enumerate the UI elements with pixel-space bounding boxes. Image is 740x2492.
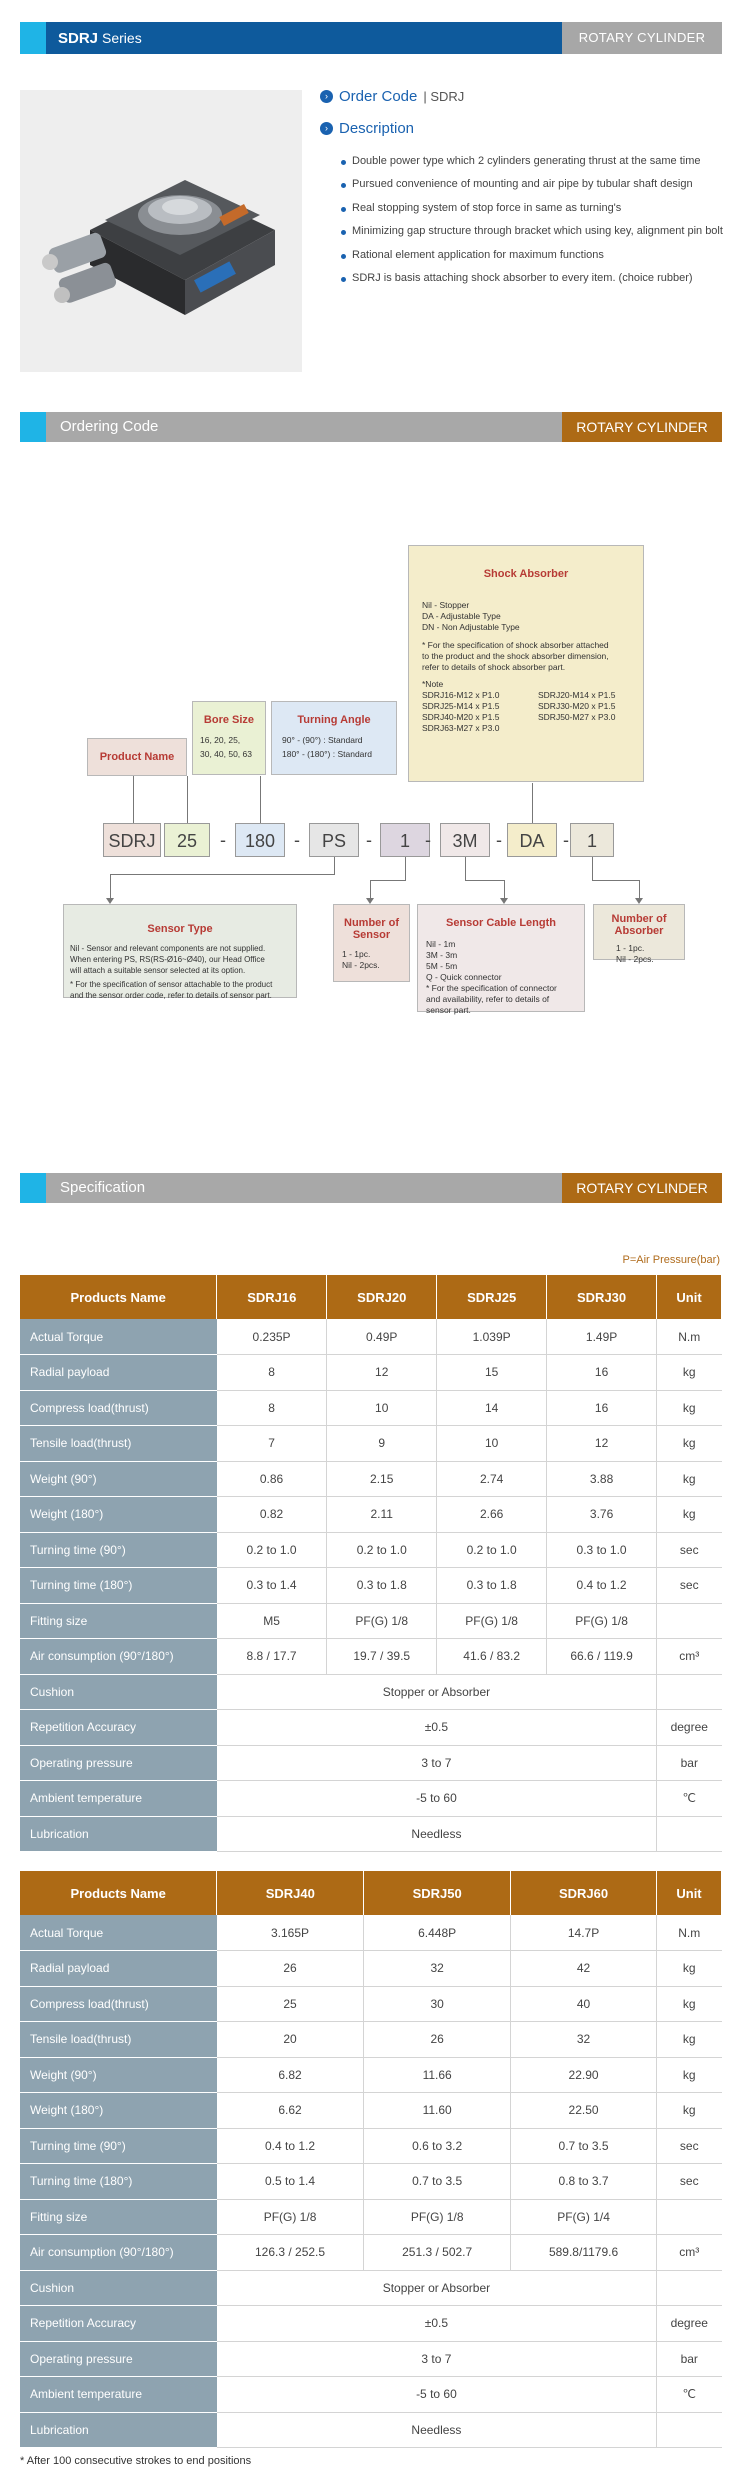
table-cell: 0.7 to 3.5 xyxy=(364,2164,511,2200)
row-header: Actual Torque xyxy=(20,1915,217,1951)
title-accent xyxy=(20,22,46,54)
table-cell: 8 xyxy=(217,1390,327,1426)
order-code-value: | SDRJ xyxy=(423,89,465,104)
table-row xyxy=(20,2235,722,2271)
table-cell: 32 xyxy=(511,2022,657,2058)
footnote: * After 100 consecutive strokes to end positions xyxy=(20,2455,252,2467)
table-cell: PF(G) 1/4 xyxy=(511,2199,657,2235)
row-header: Weight (180°) xyxy=(20,2093,217,2129)
table-cell: 0.3 to 1.8 xyxy=(437,1568,547,1604)
table-cell: PF(G) 1/8 xyxy=(547,1603,657,1639)
category-label: ROTARY CYLINDER xyxy=(562,1173,722,1203)
table-row xyxy=(20,1951,722,1987)
table-cell: 0.49P xyxy=(327,1319,437,1355)
table-cell: 15 xyxy=(437,1355,547,1391)
table-row xyxy=(20,1461,722,1497)
row-header: Fitting size xyxy=(20,2199,217,2235)
row-header: Compress load(thrust) xyxy=(20,1390,217,1426)
table-row xyxy=(20,2164,722,2200)
table-cell: 16 xyxy=(547,1390,657,1426)
row-header: Repetition Accuracy xyxy=(20,1710,217,1746)
code-product: SDRJ xyxy=(103,823,161,857)
table-cell: 12 xyxy=(327,1355,437,1391)
row-header: Actual Torque xyxy=(20,1319,217,1355)
row-header: Turning time (90°) xyxy=(20,1532,217,1568)
pressure-note: P=Air Pressure(bar) xyxy=(622,1254,720,1266)
product-name-box: Product Name xyxy=(87,738,187,776)
row-header: Weight (90°) xyxy=(20,2057,217,2093)
column-header: Products Name xyxy=(20,1275,217,1319)
table-cell: 19.7 / 39.5 xyxy=(327,1639,437,1675)
table-row xyxy=(20,1781,722,1817)
table-row xyxy=(20,1568,722,1604)
table-row xyxy=(20,2377,722,2413)
unit-cell: kg xyxy=(657,2022,722,2058)
table-row xyxy=(20,2128,722,2164)
table-cell: 0.4 to 1.2 xyxy=(217,2128,364,2164)
table-cell: 251.3 / 502.7 xyxy=(364,2235,511,2271)
order-code-heading: › Order Code | SDRJ xyxy=(320,88,464,105)
table-cell: 10 xyxy=(327,1390,437,1426)
table-cell: 14.7P xyxy=(511,1915,657,1951)
unit-cell: sec xyxy=(657,2128,722,2164)
table-row xyxy=(20,2270,722,2306)
table-cell: 42 xyxy=(511,1951,657,1987)
table-row xyxy=(20,1390,722,1426)
unit-cell: N.m xyxy=(657,1915,722,1951)
table-cell: 25 xyxy=(217,1986,364,2022)
table-cell: PF(G) 1/8 xyxy=(327,1603,437,1639)
table-cell: 8 xyxy=(217,1355,327,1391)
table-cell: Stopper or Absorber xyxy=(217,1674,657,1710)
unit-cell: degree xyxy=(657,2306,722,2342)
category-label: ROTARY CYLINDER xyxy=(562,22,722,54)
unit-cell: kg xyxy=(657,1390,722,1426)
table-cell: 22.90 xyxy=(511,2057,657,2093)
row-header: Lubrication xyxy=(20,1816,217,1852)
table-cell: 2.66 xyxy=(437,1497,547,1533)
unit-cell xyxy=(657,2270,722,2306)
table-cell: 1.039P xyxy=(437,1319,547,1355)
row-header: Turning time (180°) xyxy=(20,1568,217,1604)
unit-cell: kg xyxy=(657,2093,722,2129)
column-header: SDRJ40 xyxy=(217,1871,364,1915)
row-header: Turning time (180°) xyxy=(20,2164,217,2200)
code-sensor: PS xyxy=(309,823,359,857)
table-row xyxy=(20,1986,722,2022)
unit-cell: sec xyxy=(657,1568,722,1604)
unit-cell xyxy=(657,2412,722,2448)
row-header: Operating pressure xyxy=(20,2341,217,2377)
unit-cell: degree xyxy=(657,1710,722,1746)
table-cell: 3.76 xyxy=(547,1497,657,1533)
unit-cell: sec xyxy=(657,1532,722,1568)
table-cell: Stopper or Absorber xyxy=(217,2270,657,2306)
table-cell: ±0.5 xyxy=(217,2306,657,2342)
table-cell: 8.8 / 17.7 xyxy=(217,1639,327,1675)
table-cell: Needless xyxy=(217,2412,657,2448)
table-cell: 0.5 to 1.4 xyxy=(217,2164,364,2200)
unit-cell: kg xyxy=(657,1355,722,1391)
column-header: Unit xyxy=(657,1871,722,1915)
table-cell: 10 xyxy=(437,1426,547,1462)
ordering-code-bar xyxy=(20,412,722,442)
table-cell: 41.6 / 83.2 xyxy=(437,1639,547,1675)
table-cell: 6.448P xyxy=(364,1915,511,1951)
list-item: Minimizing gap structure through bracket which using key, alignment pin bolt xyxy=(340,220,730,243)
table-cell: 0.3 to 1.0 xyxy=(547,1532,657,1568)
column-header: SDRJ60 xyxy=(511,1871,657,1915)
list-item: Double power type which 2 cylinders generating thrust at the same time xyxy=(340,150,730,173)
column-header: Unit xyxy=(657,1275,722,1319)
unit-cell: kg xyxy=(657,1986,722,2022)
unit-cell: kg xyxy=(657,1461,722,1497)
section-title: Ordering Code xyxy=(46,412,562,442)
table-cell: M5 xyxy=(217,1603,327,1639)
table-row xyxy=(20,1532,722,1568)
table-cell: 3.88 xyxy=(547,1461,657,1497)
table-cell: 66.6 / 119.9 xyxy=(547,1639,657,1675)
row-header: Tensile load(thrust) xyxy=(20,2022,217,2058)
number-of-sensor-box: Number of Sensor 1 - 1pc. Nil - 2pcs. xyxy=(333,904,410,982)
column-header: SDRJ25 xyxy=(437,1275,547,1319)
table-cell: PF(G) 1/8 xyxy=(217,2199,364,2235)
list-item: Pursued convenience of mounting and air pipe by tubular shaft design xyxy=(340,173,730,196)
unit-cell: bar xyxy=(657,2341,722,2377)
row-header: Air consumption (90°/180°) xyxy=(20,2235,217,2271)
number-of-absorber-box: Number of Absorber 1 - 1pc. Nil - 2pcs. xyxy=(593,904,685,960)
table-row xyxy=(20,1710,722,1746)
table-cell: 16 xyxy=(547,1355,657,1391)
table-row xyxy=(20,1603,722,1639)
unit-cell: kg xyxy=(657,2057,722,2093)
table-row xyxy=(20,1915,722,1951)
series-title: SDRJ Series xyxy=(46,22,562,54)
row-header: Compress load(thrust) xyxy=(20,1986,217,2022)
table-cell: 0.8 to 3.7 xyxy=(511,2164,657,2200)
table-cell: 7 xyxy=(217,1426,327,1462)
unit-cell: kg xyxy=(657,1497,722,1533)
unit-cell xyxy=(657,2199,722,2235)
code-absorber-count: 1 xyxy=(570,823,614,857)
table-cell: -5 to 60 xyxy=(217,2377,657,2413)
table-cell: 26 xyxy=(364,2022,511,2058)
table-cell: 0.4 to 1.2 xyxy=(547,1568,657,1604)
table-cell: 0.7 to 3.5 xyxy=(511,2128,657,2164)
row-header: Repetition Accuracy xyxy=(20,2306,217,2342)
code-bore: 25 xyxy=(164,823,210,857)
table-cell: Needless xyxy=(217,1816,657,1852)
table-row xyxy=(20,2306,722,2342)
table-row xyxy=(20,1497,722,1533)
description-heading: › Description xyxy=(320,120,414,137)
table-row xyxy=(20,2093,722,2129)
description-list xyxy=(340,150,730,290)
row-header: Air consumption (90°/180°) xyxy=(20,1639,217,1675)
list-item: SDRJ is basis attaching shock absorber to every item. (choice rubber) xyxy=(340,267,730,290)
table-cell: 3 to 7 xyxy=(217,1745,657,1781)
bore-size-box: Bore Size 16, 20, 25, 30, 40, 50, 63 xyxy=(192,701,266,775)
section-title: Specification xyxy=(46,1173,562,1203)
shock-absorber-box: Shock Absorber Nil - Stopper DA - Adjustable Type DN - Non Adjustable Type * For the specification of shock absorber attached to the product and the shock absorber dimension, refer to details of shock absorber part. *Note SDRJ16-M12 x P1.0 SDRJ25-M14 x P1.5 SDRJ40-M20 x P1.5 SDRJ63-M27 x P3.0 SDRJ20-M14 x P1.5 SDRJ30-M20 x P1.5 SDRJ50-M27 x P3.0 xyxy=(408,545,644,782)
turning-angle-box: Turning Angle 90° - (90°) : Standard 180° - (180°) : Standard xyxy=(271,701,397,775)
code-cable: 3M xyxy=(440,823,490,857)
category-label: ROTARY CYLINDER xyxy=(562,412,722,442)
chevron-right-icon: › xyxy=(320,90,333,103)
table-cell: 2.74 xyxy=(437,1461,547,1497)
sensor-type-box: Sensor Type Nil - Sensor and relevant components are not supplied. When entering PS, RS(RS-Ø16~Ø40), our Head Office will attach a suitable sensor selected at its option. * For the specification of sensor attachable to the product and the sensor order code, refer to details of sensor part. xyxy=(63,904,297,998)
table-cell: 9 xyxy=(327,1426,437,1462)
table-cell: 0.6 to 3.2 xyxy=(364,2128,511,2164)
product-image xyxy=(20,90,302,372)
table-cell: 14 xyxy=(437,1390,547,1426)
unit-cell: kg xyxy=(657,1426,722,1462)
table-row xyxy=(20,2412,722,2448)
column-header: SDRJ16 xyxy=(217,1275,327,1319)
unit-cell: sec xyxy=(657,2164,722,2200)
table-cell: PF(G) 1/8 xyxy=(364,2199,511,2235)
table-cell: 20 xyxy=(217,2022,364,2058)
row-header: Turning time (90°) xyxy=(20,2128,217,2164)
table-cell: 6.82 xyxy=(217,2057,364,2093)
table-cell: 30 xyxy=(364,1986,511,2022)
unit-cell: cm³ xyxy=(657,2235,722,2271)
unit-cell xyxy=(657,1816,722,1852)
code-absorber: DA xyxy=(507,823,557,857)
row-header: Operating pressure xyxy=(20,1745,217,1781)
table-cell: -5 to 60 xyxy=(217,1781,657,1817)
table-cell: 0.2 to 1.0 xyxy=(327,1532,437,1568)
table-cell: 0.82 xyxy=(217,1497,327,1533)
row-header: Tensile load(thrust) xyxy=(20,1426,217,1462)
code-sensor-count: 1 xyxy=(380,823,430,857)
table-cell: 1.49P xyxy=(547,1319,657,1355)
column-header: SDRJ30 xyxy=(547,1275,657,1319)
table-row xyxy=(20,1745,722,1781)
series-title-bar xyxy=(20,22,722,54)
row-header: Weight (90°) xyxy=(20,1461,217,1497)
table-cell: 0.86 xyxy=(217,1461,327,1497)
row-header: Cushion xyxy=(20,1674,217,1710)
table-cell: 589.8/1179.6 xyxy=(511,2235,657,2271)
column-header: SDRJ50 xyxy=(364,1871,511,1915)
table-row xyxy=(20,2341,722,2377)
unit-cell: N.m xyxy=(657,1319,722,1355)
table-cell: 3.165P xyxy=(217,1915,364,1951)
table-cell: 26 xyxy=(217,1951,364,1987)
table-cell: 11.66 xyxy=(364,2057,511,2093)
list-item: Rational element application for maximum functions xyxy=(340,244,730,267)
table-row xyxy=(20,1319,722,1355)
table-row xyxy=(20,2199,722,2235)
table-cell: 40 xyxy=(511,1986,657,2022)
table-cell: 3 to 7 xyxy=(217,2341,657,2377)
table-row xyxy=(20,1674,722,1710)
unit-cell: kg xyxy=(657,1951,722,1987)
table-cell: 12 xyxy=(547,1426,657,1462)
table-cell: 126.3 / 252.5 xyxy=(217,2235,364,2271)
column-header: Products Name xyxy=(20,1871,217,1915)
row-header: Cushion xyxy=(20,2270,217,2306)
row-header: Ambient temperature xyxy=(20,1781,217,1817)
table-row xyxy=(20,2057,722,2093)
table-cell: 0.3 to 1.8 xyxy=(327,1568,437,1604)
unit-cell xyxy=(657,1603,722,1639)
unit-cell: ℃ xyxy=(657,1781,722,1817)
list-item: Real stopping system of stop force in same as turning's xyxy=(340,197,730,220)
row-header: Radial payload xyxy=(20,1951,217,1987)
row-header: Radial payload xyxy=(20,1355,217,1391)
specification-bar xyxy=(20,1173,722,1203)
table-row xyxy=(20,1355,722,1391)
table-row xyxy=(20,1816,722,1852)
table-cell: 32 xyxy=(364,1951,511,1987)
table-cell: 2.11 xyxy=(327,1497,437,1533)
table-cell: 0.2 to 1.0 xyxy=(217,1532,327,1568)
row-header: Ambient temperature xyxy=(20,2377,217,2413)
spec-table-2 xyxy=(20,1871,722,2448)
table-cell: 0.235P xyxy=(217,1319,327,1355)
unit-cell: ℃ xyxy=(657,2377,722,2413)
sensor-cable-length-box: Sensor Cable Length Nil - 1m 3M - 3m 5M - 5m Q - Quick connector * For the specification of connector and availability, refer to details of sensor part. xyxy=(417,904,585,1012)
row-header: Weight (180°) xyxy=(20,1497,217,1533)
chevron-right-icon: › xyxy=(320,122,333,135)
table-cell: 0.2 to 1.0 xyxy=(437,1532,547,1568)
table-cell: PF(G) 1/8 xyxy=(437,1603,547,1639)
unit-cell: bar xyxy=(657,1745,722,1781)
table-row xyxy=(20,1426,722,1462)
table-cell: 22.50 xyxy=(511,2093,657,2129)
row-header: Fitting size xyxy=(20,1603,217,1639)
row-header: Lubrication xyxy=(20,2412,217,2448)
table-cell: 2.15 xyxy=(327,1461,437,1497)
spec-table-1 xyxy=(20,1275,722,1852)
unit-cell: cm³ xyxy=(657,1639,722,1675)
table-cell: 6.62 xyxy=(217,2093,364,2129)
table-row xyxy=(20,2022,722,2058)
table-row xyxy=(20,1639,722,1675)
table-cell: 0.3 to 1.4 xyxy=(217,1568,327,1604)
code-angle: 180 xyxy=(235,823,285,857)
column-header: SDRJ20 xyxy=(327,1275,437,1319)
table-cell: 11.60 xyxy=(364,2093,511,2129)
unit-cell xyxy=(657,1674,722,1710)
table-cell: ±0.5 xyxy=(217,1710,657,1746)
